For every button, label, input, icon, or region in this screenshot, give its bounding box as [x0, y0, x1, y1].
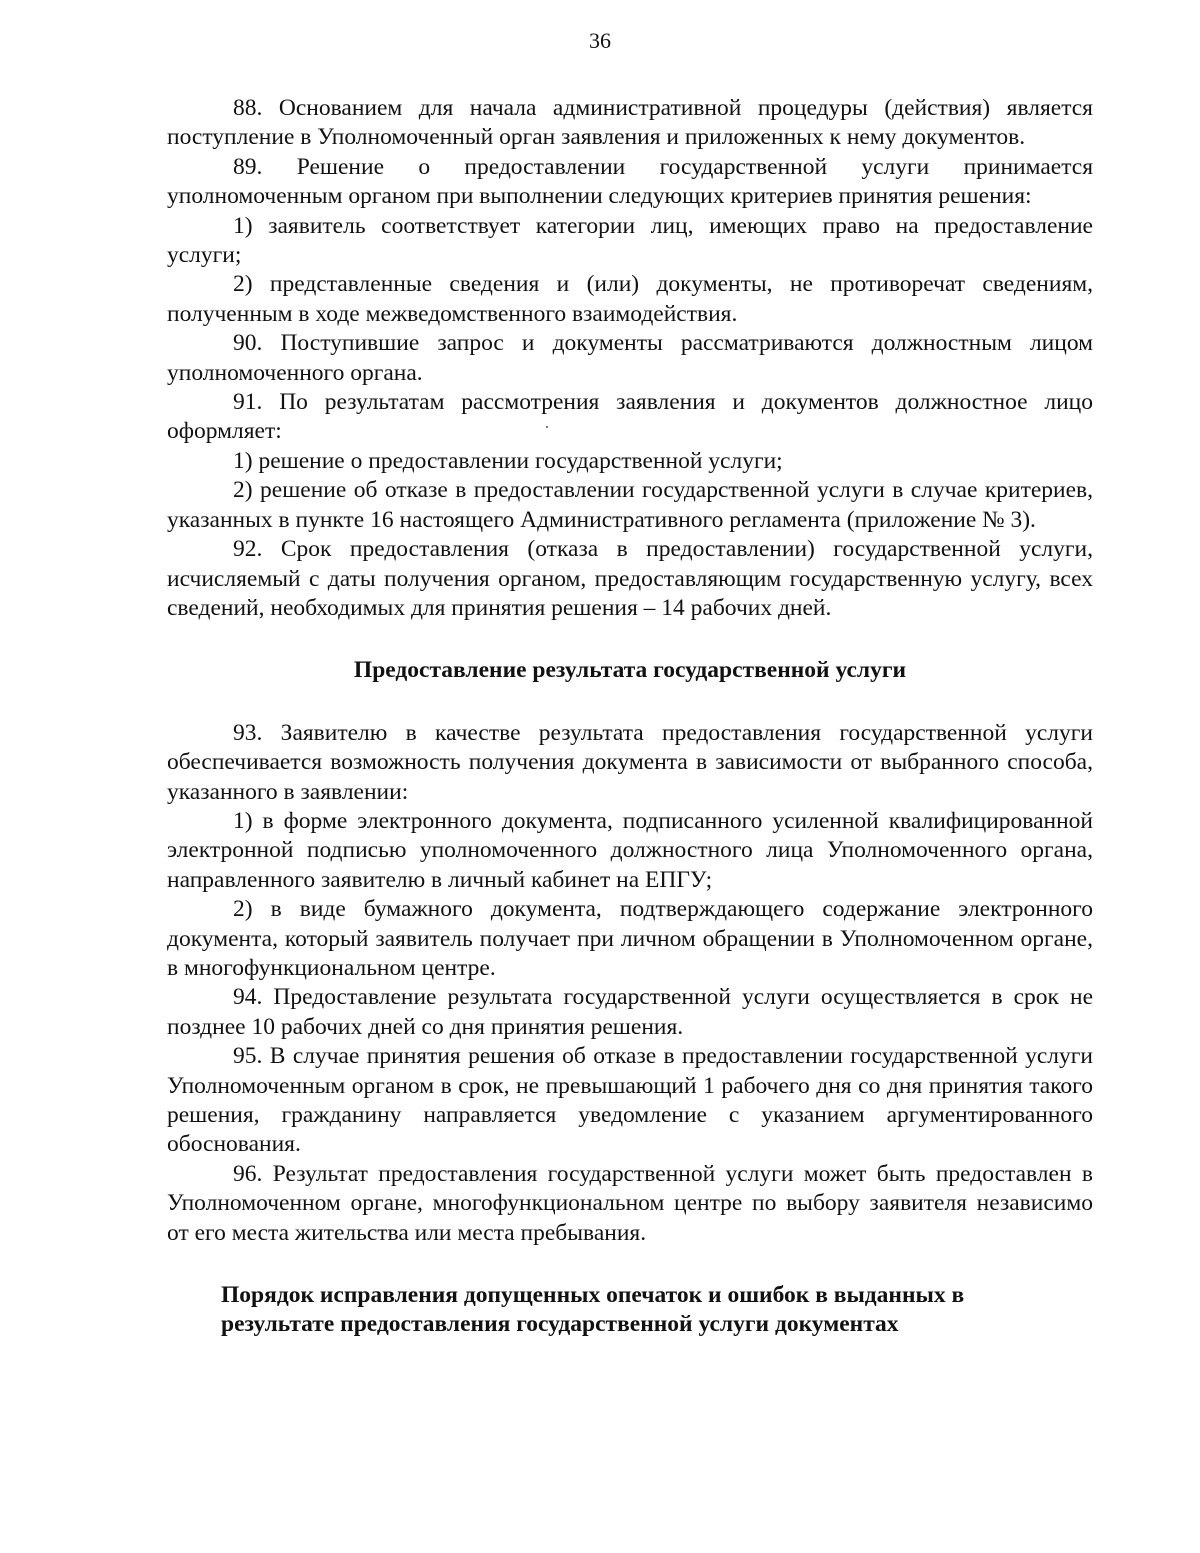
paragraph-95: 95. В случае принятия решения об отказе в предоставлении государственной услуги Уполномоченным органом в срок, не превышающий 1 рабочего дня со дня принятия такого решения, гражданину направляется уведомление с указанием аргументированного обоснования. [167, 1043, 1093, 1158]
page-number: 36 [589, 28, 611, 53]
paragraph-89-item-2: 2) представленные сведения и (или) документы, не противоречат сведениям, полученным в ходе межведомственного взаимодействия. [167, 271, 1093, 327]
section-heading-result: Предоставление результата государственной услуги [353, 657, 907, 684]
paragraph-94: 94. Предоставление результата государственной услуги осуществляется в срок не позднее 10 рабочих дней со дня принятия решения. [167, 984, 1093, 1040]
section-heading-corrections: Порядок исправления допущенных опечаток и ошибок в выданных в результате предоставления государственной услуги документах [221, 1282, 965, 1338]
paragraph-91: 91. По результатам рассмотрения заявления и документов должностное лицо оформляет: [167, 389, 1093, 445]
paragraph-92: 92. Срок предоставления (отказа в предоставлении) государственной услуги, исчисляемый с даты получения органом, предоставляющим государственную услугу, всех сведений, необходимых для принятия решения – 14 рабочих дней. [167, 536, 1093, 621]
paragraph-89: 89. Решение о предоставлении государственной услуги принимается уполномоченным органом при выполнении следующих критериев принятия решения: [167, 153, 1093, 210]
paragraph-91-item-2: 2) решение об отказе в предоставлении государственной услуги в случае критериев, указанных в пункте 16 настоящего Административного регламента (приложение № 3). [167, 477, 1093, 533]
paragraph-90: 90. Поступившие запрос и документы рассматриваются должностным лицом уполномоченного органа. [167, 330, 1093, 386]
paragraph-93-item-2: 2) в виде бумажного документа, подтверждающего содержание электронного документа, который заявитель получает при личном обращении в Уполномоченном органе, в многофункциональном центре. [167, 896, 1093, 981]
paragraph-93-item-1: 1) в форме электронного документа, подписанного усиленной квалифицированной электронной подписью уполномоченного должностного лица Уполномоченного органа, направленного заявителю в личный кабинет на ЕПГУ; [167, 807, 1093, 893]
scan-speck [546, 426, 548, 428]
paragraph-91-item-1: 1) решение о предоставлении государственной услуги; [233, 447, 783, 474]
paragraph-93: 93. Заявителю в качестве результата предоставления государственной услуги обеспечивается возможность получения документа в зависимости от выбранного способа, указанного в заявлении: [167, 719, 1093, 805]
document-body [167, 94, 1093, 1340]
paragraph-88: 88. Основанием для начала административной процедуры (действия) является поступление в Уполномоченный орган заявления и приложенных к нему документов. [167, 95, 1093, 151]
paragraph-89-item-1: 1) заявитель соответствует категории лиц, имеющих право на предоставление услуги; [167, 212, 1093, 269]
paragraph-96: 96. Результат предоставления государственной услуги может быть предоставлен в Уполномоченном органе, многофункциональном центре по выбору заявителя независимо от его места жительства или места пребывания. [167, 1160, 1093, 1246]
